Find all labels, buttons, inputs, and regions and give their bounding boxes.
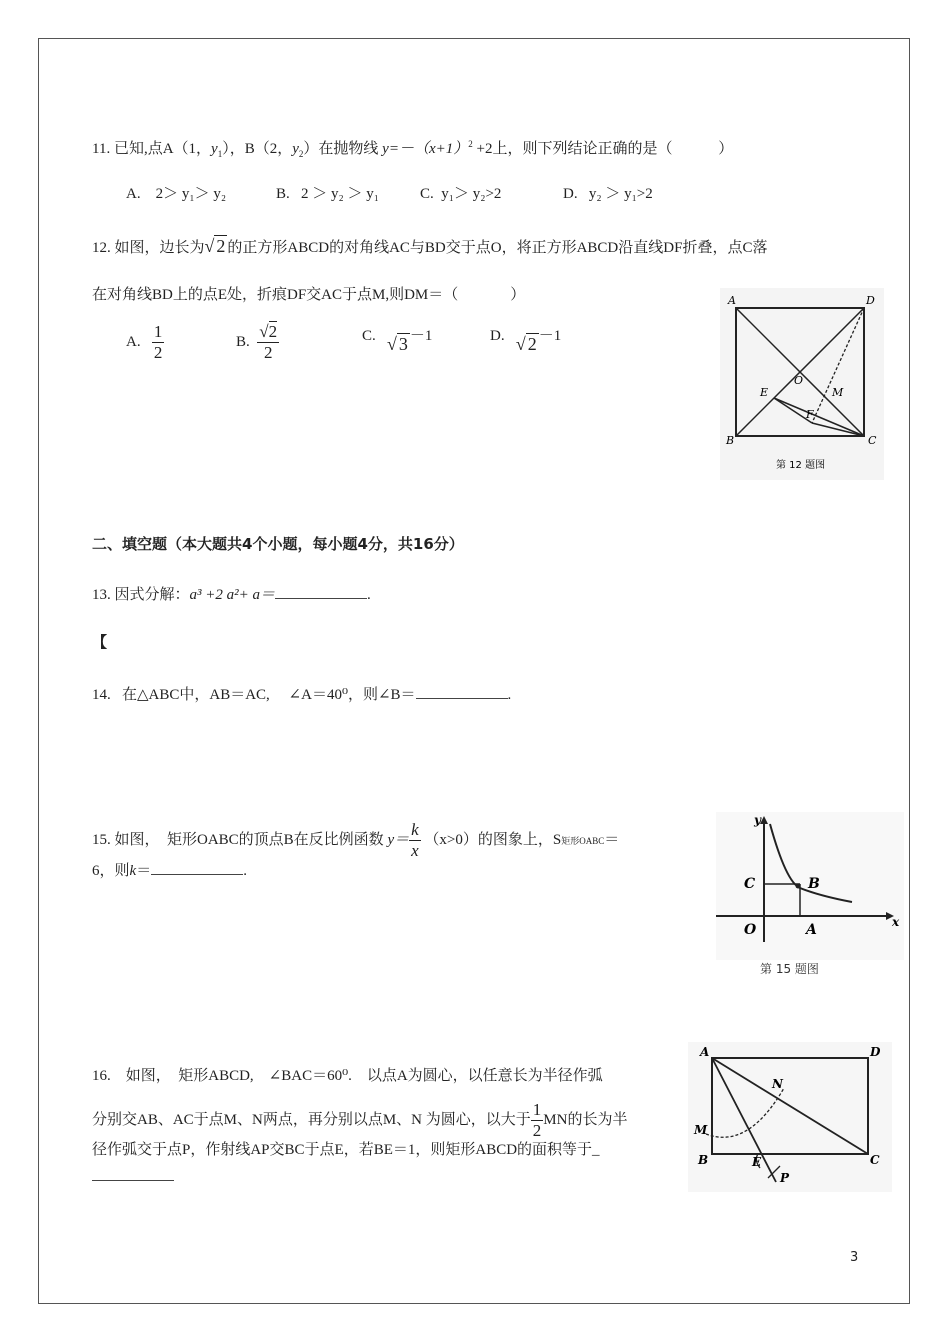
label-m: M bbox=[694, 1123, 708, 1137]
page-number: 3 bbox=[850, 1250, 859, 1265]
figure-q12 bbox=[720, 288, 884, 480]
question-12: 12. 如图，边长为√ 2 的正方形ABCD的对角线AC与BD交于点O，将正方形ABCD沿直线DF折叠，点C落 bbox=[92, 236, 768, 256]
bracket-mark: 【 bbox=[92, 635, 108, 651]
label-b: B bbox=[698, 1153, 709, 1167]
answer-blank-16 bbox=[92, 1180, 174, 1181]
question-14: 14. 在△ABC中，AB＝AC, ∠A＝40⁰，则∠B＝ . bbox=[92, 684, 511, 705]
question-12-line2: 在对角线BD上的点E处，折痕DF交AC于点M,则DM＝（ ） bbox=[92, 287, 526, 303]
label-a: A bbox=[728, 294, 736, 307]
option-a: A. bbox=[126, 186, 141, 202]
q12-option-d: D. √ 2 －1 bbox=[490, 328, 562, 354]
section-heading: 二、填空题（本大题共4个小题，每小题4分，共16分） bbox=[92, 535, 464, 553]
question-11-options: A. 2＞ y₁＞ y₂ bbox=[126, 186, 227, 202]
label-b: B bbox=[808, 876, 820, 892]
question-15: 15. 如图， 矩形OABC的顶点B在反比例函数 y＝ $\frac{k}{x}$ （x>0）的图象上，S矩形OABC＝ bbox=[92, 820, 620, 860]
label-d: D bbox=[870, 1045, 881, 1059]
question-15-line2: 6，则k＝ . bbox=[92, 860, 247, 881]
label-y: y bbox=[754, 813, 761, 827]
question-13: 13. 因式分解：a³ +2 a²+ a＝ . bbox=[92, 584, 371, 605]
label-p: P bbox=[780, 1171, 790, 1185]
q12-option-c: C. √ 3 －1 bbox=[362, 328, 433, 354]
answer-blank-13 bbox=[275, 584, 367, 599]
label-a: A bbox=[806, 922, 817, 938]
q12-option-b: B. $\frac{√2}{2}$ bbox=[236, 322, 278, 362]
label-b: B bbox=[726, 434, 735, 447]
label-n: N bbox=[772, 1077, 783, 1091]
sqrt-2: √ 2 bbox=[204, 236, 226, 256]
option-d-text: D. y₂ ＞ y₁>2 bbox=[563, 186, 653, 202]
question-11: 11. 已知,点A（1，$y_1$），B（2，$y_2$）在抛物线 $y=-(x+1)^2 +2$上，则下列结论正确的是（ ） bbox=[92, 139, 734, 159]
question-16-line2: 分别交AB、AC于点M、N两点，再分别以点M、N 为圆心，以大于 $\frac{1}{2}$ MN的长为半 bbox=[92, 1100, 628, 1140]
question-16: 16. 如图， 矩形ABCD, ∠BAC＝60⁰. 以点A为圆心，以任意长为半径作弧 bbox=[92, 1068, 603, 1084]
option-c-text: C. y₁＞ y₂>2 bbox=[420, 186, 502, 202]
label-o: O bbox=[794, 374, 804, 387]
figure-caption: 第 12 题图 bbox=[776, 460, 826, 471]
option-b-text: B. 2 ＞ y₂ ＞ y₁ bbox=[276, 186, 379, 202]
label-c: C bbox=[868, 434, 877, 447]
label-m: M bbox=[832, 386, 844, 399]
answer-blank-14 bbox=[416, 684, 508, 699]
label-x: x bbox=[892, 915, 900, 929]
figure-15-caption: 第 15 题图 bbox=[760, 962, 819, 976]
label-e: E bbox=[760, 386, 769, 399]
label-c: C bbox=[870, 1153, 880, 1167]
figure-q15 bbox=[716, 812, 904, 960]
label-o: O bbox=[744, 922, 757, 938]
label-d: D bbox=[866, 294, 875, 307]
label-a: A bbox=[700, 1045, 710, 1059]
question-16-line3: 径作弧交于点P，作射线AP交BC于点E，若BE＝1，则矩形ABCD的面积等于_ bbox=[92, 1142, 600, 1158]
label-c: C bbox=[744, 876, 756, 892]
answer-blank-15 bbox=[151, 860, 243, 875]
label-f: F bbox=[806, 408, 814, 421]
label-e: E bbox=[752, 1155, 762, 1169]
q12-option-a: A. $\frac{1}{2}$ bbox=[126, 322, 163, 362]
figure-q16 bbox=[688, 1042, 892, 1192]
